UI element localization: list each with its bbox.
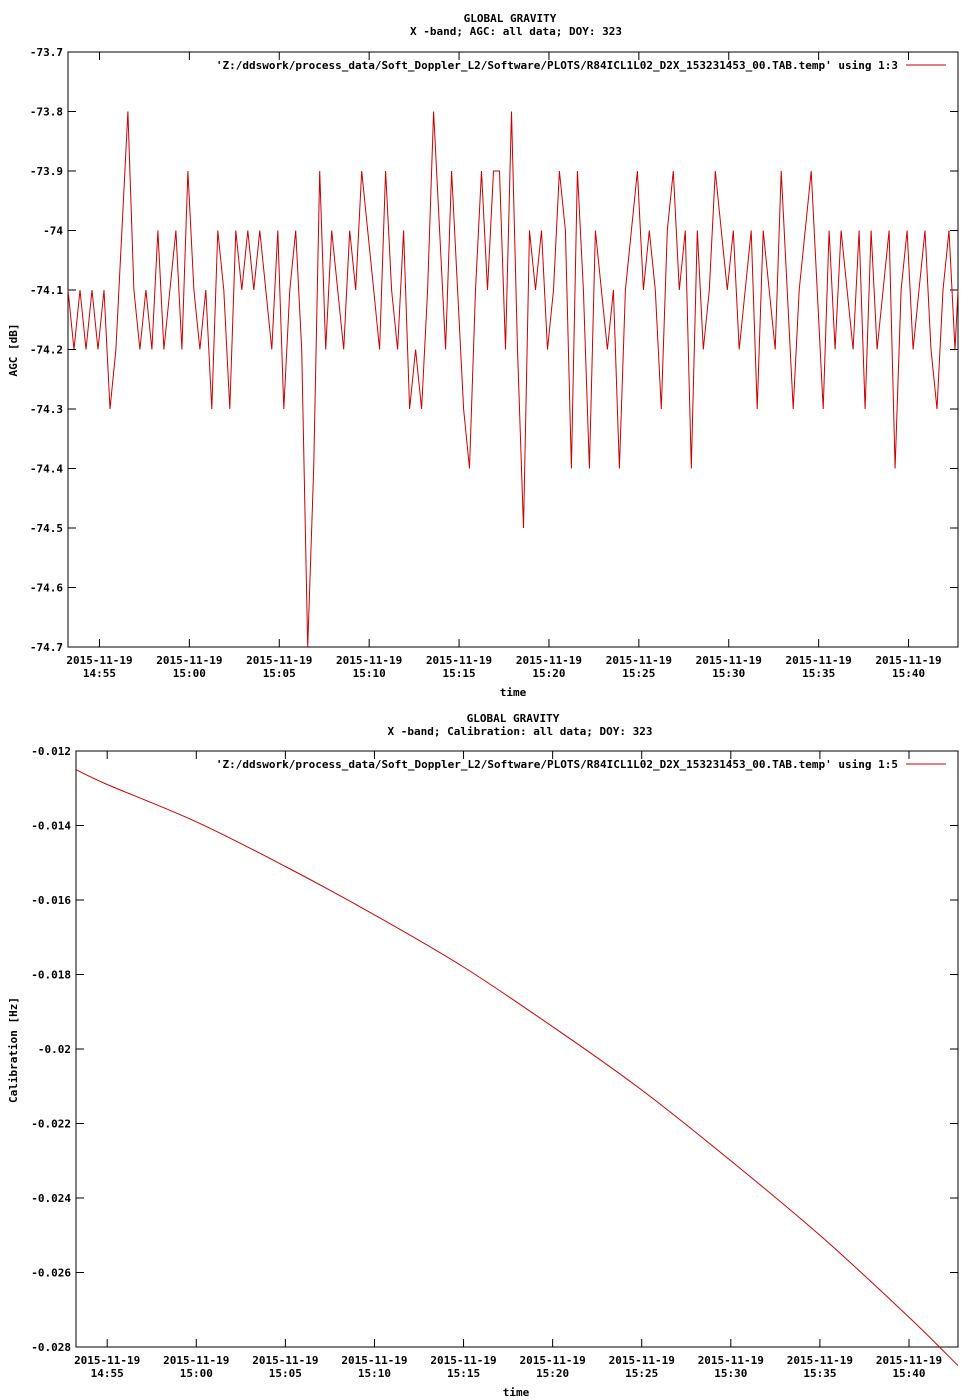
calibration-x-tick-date: 2015-11-19 — [341, 1354, 408, 1367]
calibration-x-tick-date: 2015-11-19 — [74, 1354, 141, 1367]
agc-plot-frame — [68, 52, 958, 647]
agc-x-tick-time: 15:10 — [352, 667, 386, 680]
agc-y-tick-label: -73.8 — [29, 105, 63, 119]
agc-y-tick-label: -74.2 — [29, 343, 63, 357]
calibration-y-tick-label: -0.024 — [31, 1192, 71, 1205]
agc-y-tick-label: -74.1 — [29, 284, 63, 297]
calibration-x-tick-date: 2015-11-19 — [430, 1354, 497, 1367]
agc-y-tick-label: -73.7 — [29, 46, 63, 59]
agc-chart — [7, 12, 958, 699]
agc-x-tick-date: 2015-11-19 — [695, 654, 762, 667]
agc-x-tick-date: 2015-11-19 — [66, 654, 133, 667]
calibration-x-tick-time: 15:30 — [714, 1367, 748, 1380]
agc-chart-title: GLOBAL GRAVITY — [463, 12, 557, 25]
calibration-x-tick-time: 15:40 — [892, 1367, 926, 1380]
calibration-plot-frame — [76, 751, 958, 1347]
agc-series-line — [68, 112, 958, 648]
calibration-y-tick-label: -0.028 — [31, 1341, 71, 1354]
calibration-x-tick-time: 15:00 — [179, 1367, 213, 1380]
calibration-y-tick-label: -0.02 — [37, 1043, 71, 1056]
agc-x-tick-time: 15:30 — [712, 667, 746, 680]
agc-y-axis-label: AGC [dB] — [7, 323, 20, 377]
agc-x-tick-date: 2015-11-19 — [875, 654, 942, 667]
calibration-x-tick-date: 2015-11-19 — [519, 1354, 586, 1367]
calibration-series-line — [76, 770, 958, 1366]
agc-x-tick-date: 2015-11-19 — [785, 654, 852, 667]
agc-x-tick-time: 15:15 — [442, 667, 476, 680]
calibration-x-axis-label: time — [502, 1386, 530, 1399]
agc-x-tick-date: 2015-11-19 — [605, 654, 672, 667]
calibration-x-tick-date: 2015-11-19 — [163, 1354, 230, 1367]
calibration-x-tick-time: 15:25 — [625, 1367, 659, 1380]
agc-x-tick-time: 15:20 — [532, 667, 566, 680]
calibration-legend-label: 'Z:/ddswork/process_data/Soft_Doppler_L2/Software/PLOTS/R84ICL1L02_D2X_153231453_00.TAB.temp' using 1:5 — [215, 758, 898, 771]
agc-x-tick-date: 2015-11-19 — [515, 654, 583, 667]
agc-y-tick-label: -74.5 — [29, 522, 63, 535]
calibration-x-tick-date: 2015-11-19 — [697, 1354, 764, 1367]
calibration-x-tick-date: 2015-11-19 — [608, 1354, 675, 1367]
calibration-y-tick-label: -0.026 — [31, 1266, 71, 1280]
calibration-y-tick-label: -0.016 — [31, 894, 71, 907]
agc-y-tick-label: -74.3 — [29, 403, 63, 416]
agc-x-tick-time: 15:25 — [622, 667, 656, 680]
agc-x-tick-time: 15:35 — [802, 667, 836, 680]
calibration-chart-subtitle: X -band; Calibration: all data; DOY: 323 — [387, 725, 653, 738]
agc-x-tick-date: 2015-11-19 — [336, 654, 403, 667]
calibration-x-tick-time: 15:15 — [446, 1367, 481, 1380]
calibration-x-tick-date: 2015-11-19 — [252, 1354, 319, 1367]
calibration-y-axis — [31, 745, 958, 1354]
agc-y-tick-label: -74.4 — [29, 462, 63, 476]
calibration-y-tick-label: -0.022 — [31, 1117, 71, 1131]
calibration-x-tick-date: 2015-11-19 — [875, 1354, 943, 1367]
agc-y-tick-label: -74 — [43, 224, 63, 238]
agc-x-tick-date: 2015-11-19 — [246, 654, 313, 667]
calibration-chart — [7, 712, 958, 1399]
agc-x-axis — [66, 52, 941, 680]
calibration-chart-title: GLOBAL GRAVITY — [466, 712, 560, 725]
agc-x-tick-date: 2015-11-19 — [425, 654, 493, 667]
agc-y-tick-label: -74.6 — [29, 581, 63, 595]
calibration-y-tick-label: -0.014 — [31, 819, 71, 833]
agc-x-tick-date: 2015-11-19 — [156, 654, 223, 667]
agc-legend-label: 'Z:/ddswork/process_data/Soft_Doppler_L2/Software/PLOTS/R84ICL1L02_D2X_153231453_00.TAB.temp' using 1:3 — [215, 59, 898, 72]
calibration-x-tick-time: 15:20 — [536, 1367, 570, 1380]
calibration-x-tick-time: 14:55 — [90, 1367, 124, 1380]
calibration-x-axis — [74, 751, 942, 1380]
agc-y-tick-label: -74.7 — [29, 641, 63, 654]
calibration-x-tick-time: 15:35 — [803, 1367, 837, 1380]
agc-y-axis — [30, 46, 958, 654]
calibration-x-tick-date: 2015-11-19 — [786, 1354, 854, 1367]
agc-x-tick-time: 14:55 — [82, 667, 117, 680]
agc-chart-subtitle: X -band; AGC: all data; DOY: 323 — [410, 25, 622, 38]
agc-x-tick-time: 15:05 — [262, 667, 296, 680]
calibration-x-tick-time: 15:05 — [268, 1367, 302, 1380]
agc-x-tick-time: 15:40 — [891, 667, 926, 680]
calibration-x-tick-time: 15:10 — [357, 1367, 392, 1380]
agc-x-axis-label: time — [499, 686, 527, 699]
calibration-y-axis-label: Calibration [Hz] — [7, 997, 20, 1103]
calibration-y-tick-label: -0.012 — [31, 745, 71, 758]
agc-y-tick-label: -73.9 — [29, 165, 63, 178]
agc-x-tick-time: 15:00 — [172, 667, 206, 680]
calibration-y-tick-label: -0.018 — [31, 968, 71, 982]
